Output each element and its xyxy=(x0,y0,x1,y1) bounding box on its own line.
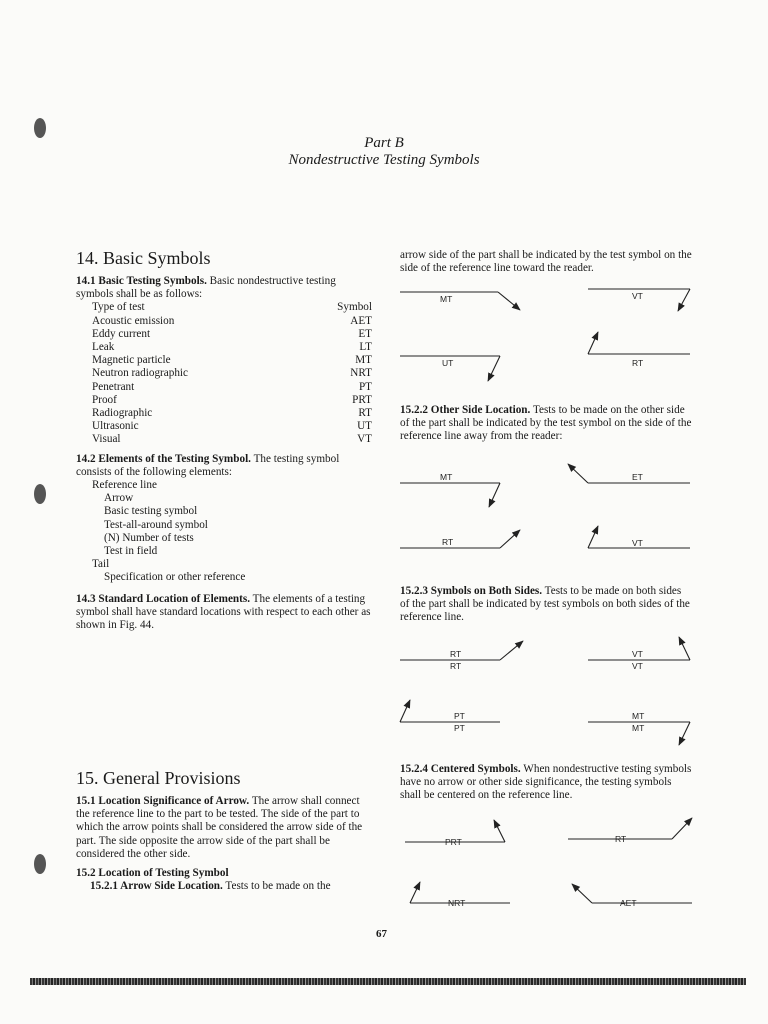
paragraph-head: 15.2.3 Symbols on Both Sides. xyxy=(400,585,543,597)
column-header: Symbol xyxy=(337,301,372,314)
paragraph-text: Tests to be made on the other side of the part shall be indicated by the test symbol on the side of the reference line away from the reader: xyxy=(400,404,692,443)
paragraph-text: Basic nondestructive testing symbols shall be as follows: xyxy=(76,275,336,301)
symbol-label: UT xyxy=(442,358,454,368)
table-cell: VT xyxy=(357,433,372,446)
diagram-mt-other-side xyxy=(400,483,500,507)
table-cell: Radiographic xyxy=(92,407,153,420)
table-cell: Proof xyxy=(92,393,117,406)
paragraph-15-2: 15.2 Location of Testing Symbol xyxy=(76,867,229,880)
symbol-label: VT xyxy=(632,661,643,671)
table-cell: MT xyxy=(355,354,372,367)
paragraph-head: 14.1 Basic Testing Symbols. xyxy=(76,275,207,287)
list-item: Arrow xyxy=(104,492,134,505)
symbol-label: RT xyxy=(632,358,644,368)
diagram-mt-arrow-side xyxy=(400,292,520,310)
paragraph-text: When nondestructive testing symbols have no arrow or other side significance, the testing symbols shall be centered on the reference line. xyxy=(400,763,692,802)
table-cell: Visual xyxy=(92,433,121,446)
diagram-rt-centered xyxy=(568,818,692,839)
paragraph-text: Tests to be made on both sides of the part shall be indicated by test symbols on both sides of the reference line. xyxy=(400,585,690,624)
symbol-label: MT xyxy=(440,472,453,482)
table-cell: Eddy current xyxy=(92,327,151,340)
table-cell: AET xyxy=(350,314,372,327)
symbol-label: MT xyxy=(632,711,645,721)
table-cell: RT xyxy=(358,407,372,420)
table-cell: UT xyxy=(357,420,372,433)
symbol-label: AET xyxy=(620,898,637,908)
table-cell: PT xyxy=(358,380,372,393)
diagram-et-other-side xyxy=(568,464,690,483)
table-cell: Acoustic emission xyxy=(92,314,175,327)
paragraph-head: 15.1 Location Significance of Arrow. xyxy=(76,795,250,807)
paragraph-text: Tests to be made on the xyxy=(225,880,331,893)
symbol-label: RT xyxy=(442,537,454,547)
symbol-label: MT xyxy=(632,723,645,733)
paragraph-head: 15.2.1 Arrow Side Location. xyxy=(90,880,223,893)
paragraph-text: The arrow shall connect the reference line to the part to be tested. The side of the part to which the arrow points shall be considered the arrow side of the part. The side opposite the arrow side of the part shall be considered the other side. xyxy=(76,795,363,860)
symbol-label: PT xyxy=(454,723,465,733)
symbol-label: PRT xyxy=(445,837,462,847)
paragraph-head: 14.2 Elements of the Testing Symbol. xyxy=(76,452,251,465)
symbol-label: VT xyxy=(632,538,643,548)
table-cell: Leak xyxy=(92,341,115,354)
table-cell: Penetrant xyxy=(92,380,135,393)
paragraph-continuation: arrow side of the part shall be indicated by the test symbol on the side of the reference line toward the reader. xyxy=(400,249,692,275)
paragraph-head: 14.3 Standard Location of Elements. xyxy=(76,592,251,605)
list-item: Tail xyxy=(92,558,110,571)
diagram-rt-other-side xyxy=(400,530,520,548)
diagram-rt-arrow-side xyxy=(588,332,690,354)
symbol-label: RT xyxy=(450,661,462,671)
symbol-label: RT xyxy=(615,834,627,844)
page-title: Nondestructive Testing Symbols xyxy=(288,152,480,168)
table-cell: Magnetic particle xyxy=(92,354,171,367)
table-cell: Ultrasonic xyxy=(92,420,139,433)
table-cell: Neutron radiographic xyxy=(92,367,188,380)
list-item: Specification or other reference xyxy=(104,571,246,584)
scan-edge-noise xyxy=(30,978,746,985)
list-item: Test-all-around symbol xyxy=(104,518,208,531)
list-item: (N) Number of tests xyxy=(104,531,194,544)
symbol-label: NRT xyxy=(448,898,466,908)
list-item: Basic testing symbol xyxy=(104,505,198,518)
paragraph-head: 15.2.4 Centered Symbols. xyxy=(400,763,521,775)
table-cell: ET xyxy=(358,327,372,340)
table-cell: NRT xyxy=(350,367,372,380)
section-heading: 15. General Provisions xyxy=(76,768,241,788)
list-item: Reference line xyxy=(92,479,157,492)
part-title: Part B xyxy=(364,135,404,151)
diagram-rt-both-sides xyxy=(400,641,523,660)
symbol-label: VT xyxy=(632,649,643,659)
paragraph-head: 15.2.2 Other Side Location. xyxy=(400,404,531,416)
table-cell: PRT xyxy=(352,393,372,406)
symbol-label: RT xyxy=(450,649,462,659)
column-header: Type of test xyxy=(92,301,145,314)
page-number: 67 xyxy=(376,928,387,940)
table-cell: LT xyxy=(359,341,372,354)
symbol-label: MT xyxy=(440,294,453,304)
paragraph-text: The testing symbol consists of the following elements: xyxy=(76,452,340,478)
symbol-label: VT xyxy=(632,291,643,301)
section-heading: 14. Basic Symbols xyxy=(76,248,211,268)
symbol-label: ET xyxy=(632,472,643,482)
paragraph-text: The elements of a testing symbol shall have standard locations with respect to each other as shown in Fig. 44. xyxy=(76,592,371,632)
symbol-label: PT xyxy=(454,711,465,721)
diagram-pt-both-sides xyxy=(400,700,500,722)
list-item: Test in field xyxy=(104,545,158,558)
